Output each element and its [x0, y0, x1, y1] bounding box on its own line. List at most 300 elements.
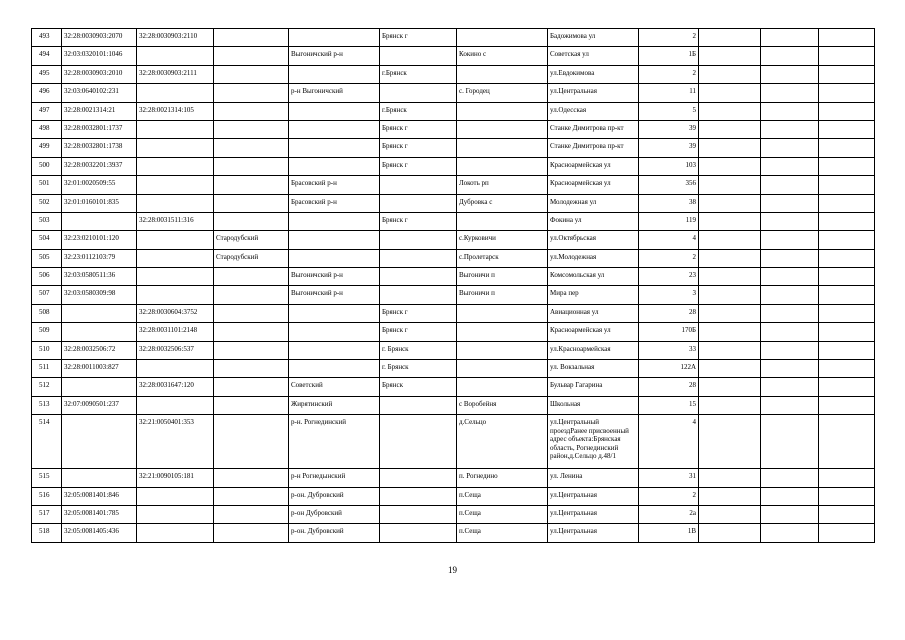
building-cadastral-number-cell — [137, 249, 214, 267]
building-cadastral-number-cell — [137, 505, 214, 523]
settlement-cell — [457, 102, 548, 120]
street-cell: Станке Димитрова пр-кт — [548, 120, 639, 138]
page-number: 19 — [448, 565, 457, 575]
city-cell: Брянск г — [380, 157, 457, 175]
table-row — [32, 29, 875, 47]
house-number-cell: 2 — [639, 65, 699, 83]
row-number-cell: 503 — [32, 212, 62, 230]
cadastral-number-cell: 32:07:0090501:237 — [62, 396, 137, 414]
table-row — [32, 65, 875, 83]
house-number-cell: 103 — [639, 157, 699, 175]
street-cell: ул.Центральный проездРанее присвоенный адрес объекта:Брянская область, Рогнединский район,д.Сельцо д.48/1 — [548, 415, 639, 469]
subdistrict-cell: Брасовский р-н — [289, 176, 380, 194]
street-cell: Красноармейская ул — [548, 323, 639, 341]
cadastral-number-cell: 32:05:0081401:785 — [62, 505, 137, 523]
street-cell: ул.Молодежная — [548, 249, 639, 267]
street-cell: Станке Димитрова пр-кт — [548, 139, 639, 157]
extra-1-cell — [699, 304, 761, 322]
house-number-cell: 33 — [639, 341, 699, 359]
building-cadastral-number-cell: 32:28:0031101:2148 — [137, 323, 214, 341]
subdistrict-cell — [289, 120, 380, 138]
table-row — [32, 304, 875, 322]
building-cadastral-number-cell — [137, 157, 214, 175]
table-row — [32, 487, 875, 505]
house-number-cell: 39 — [639, 120, 699, 138]
table-row — [32, 286, 875, 304]
cadastral-number-cell: 32:05:0081405:436 — [62, 524, 137, 542]
district-cell — [214, 378, 289, 396]
settlement-cell: п.Сеща — [457, 524, 548, 542]
building-cadastral-number-cell: 32:28:0031511:316 — [137, 212, 214, 230]
settlement-cell: с Воробейня — [457, 396, 548, 414]
settlement-cell: с.Курковичи — [457, 231, 548, 249]
district-cell — [214, 341, 289, 359]
city-cell: Брянск г — [380, 304, 457, 322]
extra-3-cell — [819, 231, 875, 249]
table-row — [32, 176, 875, 194]
extra-2-cell — [761, 505, 819, 523]
extra-1-cell — [699, 194, 761, 212]
row-number-cell: 510 — [32, 341, 62, 359]
extra-2-cell — [761, 29, 819, 47]
extra-2-cell — [761, 396, 819, 414]
building-cadastral-number-cell — [137, 268, 214, 286]
extra-2-cell — [761, 341, 819, 359]
cadastral-number-cell: 32:28:0030903:2070 — [62, 29, 137, 47]
extra-3-cell — [819, 396, 875, 414]
street-cell: ул.Центральная — [548, 505, 639, 523]
settlement-cell — [457, 65, 548, 83]
subdistrict-cell: р-н Выгоничский — [289, 84, 380, 102]
district-cell: Стародубский — [214, 249, 289, 267]
cadastral-number-cell — [62, 323, 137, 341]
property-registry-table — [31, 28, 875, 543]
extra-2-cell — [761, 469, 819, 487]
cadastral-number-cell: 32:03:0320101:1046 — [62, 47, 137, 65]
extra-2-cell — [761, 249, 819, 267]
table-row — [32, 84, 875, 102]
extra-2-cell — [761, 268, 819, 286]
house-number-cell: 38 — [639, 194, 699, 212]
house-number-cell: 2 — [639, 29, 699, 47]
row-number-cell: 499 — [32, 139, 62, 157]
district-cell — [214, 84, 289, 102]
subdistrict-cell: Советский — [289, 378, 380, 396]
extra-1-cell — [699, 212, 761, 230]
house-number-cell: 170Б — [639, 323, 699, 341]
city-cell — [380, 249, 457, 267]
building-cadastral-number-cell: 32:28:0031647:120 — [137, 378, 214, 396]
extra-1-cell — [699, 415, 761, 469]
extra-2-cell — [761, 65, 819, 83]
district-cell — [214, 268, 289, 286]
extra-1-cell — [699, 323, 761, 341]
row-number-cell: 508 — [32, 304, 62, 322]
city-cell — [380, 268, 457, 286]
city-cell: Брянск г — [380, 120, 457, 138]
extra-1-cell — [699, 84, 761, 102]
settlement-cell: Кокино с — [457, 47, 548, 65]
settlement-cell: п.Сеща — [457, 505, 548, 523]
extra-3-cell — [819, 323, 875, 341]
city-cell — [380, 47, 457, 65]
extra-2-cell — [761, 176, 819, 194]
building-cadastral-number-cell — [137, 139, 214, 157]
extra-3-cell — [819, 249, 875, 267]
extra-2-cell — [761, 360, 819, 378]
extra-1-cell — [699, 120, 761, 138]
subdistrict-cell — [289, 341, 380, 359]
street-cell: ул.Красноармейская — [548, 341, 639, 359]
subdistrict-cell — [289, 29, 380, 47]
extra-1-cell — [699, 378, 761, 396]
row-number-cell: 496 — [32, 84, 62, 102]
extra-1-cell — [699, 176, 761, 194]
building-cadastral-number-cell — [137, 176, 214, 194]
table-row — [32, 139, 875, 157]
extra-1-cell — [699, 268, 761, 286]
district-cell — [214, 47, 289, 65]
subdistrict-cell — [289, 139, 380, 157]
house-number-cell: 4 — [639, 231, 699, 249]
settlement-cell: с.Пролетарск — [457, 249, 548, 267]
district-cell: Стародубский — [214, 231, 289, 249]
extra-3-cell — [819, 139, 875, 157]
street-cell: ул.Одесская — [548, 102, 639, 120]
extra-3-cell — [819, 286, 875, 304]
subdistrict-cell: Жирятинский — [289, 396, 380, 414]
building-cadastral-number-cell — [137, 47, 214, 65]
building-cadastral-number-cell: 32:28:0030903:2111 — [137, 65, 214, 83]
district-cell — [214, 29, 289, 47]
table-row — [32, 396, 875, 414]
district-cell — [214, 360, 289, 378]
table-body — [32, 29, 875, 543]
building-cadastral-number-cell — [137, 396, 214, 414]
house-number-cell: 5 — [639, 102, 699, 120]
cadastral-number-cell: 32:03:0580511:36 — [62, 268, 137, 286]
extra-3-cell — [819, 505, 875, 523]
row-number-cell: 507 — [32, 286, 62, 304]
cadastral-number-cell — [62, 212, 137, 230]
street-cell: Комсомольская ул — [548, 268, 639, 286]
house-number-cell: 11 — [639, 84, 699, 102]
district-cell — [214, 139, 289, 157]
district-cell — [214, 157, 289, 175]
house-number-cell: 31 — [639, 469, 699, 487]
district-cell — [214, 102, 289, 120]
district-cell — [214, 396, 289, 414]
table-row — [32, 524, 875, 542]
extra-3-cell — [819, 469, 875, 487]
building-cadastral-number-cell — [137, 524, 214, 542]
city-cell — [380, 194, 457, 212]
street-cell: ул.Октябрьская — [548, 231, 639, 249]
cadastral-number-cell: 32:28:0030903:2010 — [62, 65, 137, 83]
settlement-cell: п.Сеща — [457, 487, 548, 505]
cadastral-number-cell: 32:01:0160101:835 — [62, 194, 137, 212]
table-row — [32, 505, 875, 523]
row-number-cell: 509 — [32, 323, 62, 341]
district-cell — [214, 524, 289, 542]
city-cell: г. Брянск — [380, 360, 457, 378]
extra-1-cell — [699, 231, 761, 249]
table-row — [32, 249, 875, 267]
extra-3-cell — [819, 212, 875, 230]
extra-3-cell — [819, 360, 875, 378]
extra-3-cell — [819, 341, 875, 359]
settlement-cell — [457, 304, 548, 322]
extra-1-cell — [699, 360, 761, 378]
cadastral-number-cell: 32:28:0011003:827 — [62, 360, 137, 378]
district-cell — [214, 120, 289, 138]
cadastral-number-cell: 32:28:0021314:21 — [62, 102, 137, 120]
settlement-cell: д.Сельцо — [457, 415, 548, 469]
settlement-cell — [457, 323, 548, 341]
street-cell: ул. Ленина — [548, 469, 639, 487]
row-number-cell: 498 — [32, 120, 62, 138]
extra-2-cell — [761, 212, 819, 230]
extra-1-cell — [699, 139, 761, 157]
settlement-cell: Выгоничи п — [457, 268, 548, 286]
street-cell: Школьная — [548, 396, 639, 414]
extra-3-cell — [819, 524, 875, 542]
extra-1-cell — [699, 524, 761, 542]
row-number-cell: 497 — [32, 102, 62, 120]
row-number-cell: 513 — [32, 396, 62, 414]
extra-2-cell — [761, 139, 819, 157]
table-row — [32, 378, 875, 396]
district-cell — [214, 487, 289, 505]
house-number-cell: 28 — [639, 378, 699, 396]
extra-3-cell — [819, 47, 875, 65]
extra-3-cell — [819, 29, 875, 47]
city-cell: Брянск г — [380, 323, 457, 341]
city-cell: г.Брянск — [380, 102, 457, 120]
house-number-cell: 122А — [639, 360, 699, 378]
cadastral-number-cell: 32:28:0032201:3937 — [62, 157, 137, 175]
street-cell: ул.Центральная — [548, 487, 639, 505]
table-row — [32, 194, 875, 212]
row-number-cell: 505 — [32, 249, 62, 267]
settlement-cell — [457, 341, 548, 359]
subdistrict-cell — [289, 304, 380, 322]
house-number-cell: 119 — [639, 212, 699, 230]
street-cell: Фокина ул — [548, 212, 639, 230]
settlement-cell: с. Городец — [457, 84, 548, 102]
city-cell — [380, 505, 457, 523]
row-number-cell: 502 — [32, 194, 62, 212]
house-number-cell: 1В — [639, 524, 699, 542]
cadastral-number-cell — [62, 304, 137, 322]
cadastral-number-cell — [62, 469, 137, 487]
table-row — [32, 360, 875, 378]
subdistrict-cell: Брасовский р-н — [289, 194, 380, 212]
building-cadastral-number-cell: 32:21:0090105:181 — [137, 469, 214, 487]
house-number-cell: 2а — [639, 505, 699, 523]
row-number-cell: 518 — [32, 524, 62, 542]
district-cell — [214, 194, 289, 212]
extra-2-cell — [761, 84, 819, 102]
settlement-cell — [457, 212, 548, 230]
cadastral-number-cell: 32:01:0020509:55 — [62, 176, 137, 194]
extra-1-cell — [699, 505, 761, 523]
house-number-cell: 2 — [639, 487, 699, 505]
extra-2-cell — [761, 323, 819, 341]
subdistrict-cell — [289, 249, 380, 267]
extra-3-cell — [819, 176, 875, 194]
building-cadastral-number-cell — [137, 360, 214, 378]
cadastral-number-cell — [62, 378, 137, 396]
row-number-cell: 504 — [32, 231, 62, 249]
settlement-cell — [457, 29, 548, 47]
house-number-cell: 23 — [639, 268, 699, 286]
row-number-cell: 493 — [32, 29, 62, 47]
city-cell: г. Брянск — [380, 341, 457, 359]
street-cell: Красноармейская ул — [548, 157, 639, 175]
extra-3-cell — [819, 65, 875, 83]
subdistrict-cell — [289, 231, 380, 249]
district-cell — [214, 505, 289, 523]
extra-2-cell — [761, 378, 819, 396]
settlement-cell: п. Рогнедино — [457, 469, 548, 487]
extra-3-cell — [819, 304, 875, 322]
street-cell: ул.Центральная — [548, 84, 639, 102]
building-cadastral-number-cell: 32:28:0021314:105 — [137, 102, 214, 120]
city-cell: Брянск — [380, 378, 457, 396]
row-number-cell: 517 — [32, 505, 62, 523]
subdistrict-cell: р-он. Дубровский — [289, 524, 380, 542]
subdistrict-cell: р-он. Дубровский — [289, 487, 380, 505]
building-cadastral-number-cell — [137, 194, 214, 212]
subdistrict-cell: Выгоничский р-н — [289, 286, 380, 304]
district-cell — [214, 469, 289, 487]
extra-1-cell — [699, 469, 761, 487]
settlement-cell: Локоть рп — [457, 176, 548, 194]
subdistrict-cell — [289, 360, 380, 378]
building-cadastral-number-cell — [137, 487, 214, 505]
settlement-cell — [457, 139, 548, 157]
street-cell: Бадожимова ул — [548, 29, 639, 47]
extra-2-cell — [761, 286, 819, 304]
extra-2-cell — [761, 120, 819, 138]
city-cell — [380, 286, 457, 304]
extra-3-cell — [819, 120, 875, 138]
cadastral-number-cell — [62, 415, 137, 469]
row-number-cell: 511 — [32, 360, 62, 378]
settlement-cell: Дубровка с — [457, 194, 548, 212]
extra-1-cell — [699, 341, 761, 359]
extra-1-cell — [699, 29, 761, 47]
extra-3-cell — [819, 378, 875, 396]
district-cell — [214, 415, 289, 469]
subdistrict-cell: р-н. Рогнединский — [289, 415, 380, 469]
table-row — [32, 415, 875, 469]
cadastral-number-cell: 32:28:0032506:72 — [62, 341, 137, 359]
extra-3-cell — [819, 157, 875, 175]
street-cell: Мира пер — [548, 286, 639, 304]
house-number-cell: 1Б — [639, 47, 699, 65]
table-row — [32, 469, 875, 487]
table-row — [32, 47, 875, 65]
city-cell: г.Брянск — [380, 65, 457, 83]
settlement-cell: Выгоничи п — [457, 286, 548, 304]
district-cell — [214, 176, 289, 194]
district-cell — [214, 304, 289, 322]
settlement-cell — [457, 157, 548, 175]
street-cell: Советская ул — [548, 47, 639, 65]
table-row — [32, 157, 875, 175]
subdistrict-cell: Выгоничский р-н — [289, 47, 380, 65]
row-number-cell: 515 — [32, 469, 62, 487]
subdistrict-cell: р-н Рогнедынский — [289, 469, 380, 487]
row-number-cell: 506 — [32, 268, 62, 286]
table-row — [32, 231, 875, 249]
cadastral-number-cell: 32:03:0580309:98 — [62, 286, 137, 304]
city-cell — [380, 469, 457, 487]
district-cell — [214, 212, 289, 230]
extra-3-cell — [819, 487, 875, 505]
table-row — [32, 268, 875, 286]
city-cell: Брянск г — [380, 212, 457, 230]
building-cadastral-number-cell: 32:21:0050401:353 — [137, 415, 214, 469]
table-row — [32, 120, 875, 138]
extra-2-cell — [761, 304, 819, 322]
building-cadastral-number-cell — [137, 231, 214, 249]
building-cadastral-number-cell: 32:28:0032506:537 — [137, 341, 214, 359]
extra-3-cell — [819, 84, 875, 102]
street-cell: Авиационная ул — [548, 304, 639, 322]
house-number-cell: 356 — [639, 176, 699, 194]
row-number-cell: 514 — [32, 415, 62, 469]
extra-2-cell — [761, 47, 819, 65]
extra-1-cell — [699, 157, 761, 175]
building-cadastral-number-cell — [137, 84, 214, 102]
street-cell: Бульвар Гагарина — [548, 378, 639, 396]
street-cell: Молодежная ул — [548, 194, 639, 212]
city-cell: Брянск г — [380, 139, 457, 157]
subdistrict-cell: Выгоничский р-н — [289, 268, 380, 286]
building-cadastral-number-cell — [137, 286, 214, 304]
table-row — [32, 102, 875, 120]
cadastral-number-cell: 32:03:0640102:231 — [62, 84, 137, 102]
extra-2-cell — [761, 157, 819, 175]
table-row — [32, 323, 875, 341]
subdistrict-cell: р-он Дубровский — [289, 505, 380, 523]
extra-3-cell — [819, 102, 875, 120]
street-cell: ул. Вокзальная — [548, 360, 639, 378]
cadastral-number-cell: 32:28:0032801:1738 — [62, 139, 137, 157]
district-cell — [214, 65, 289, 83]
extra-1-cell — [699, 487, 761, 505]
city-cell — [380, 84, 457, 102]
house-number-cell: 3 — [639, 286, 699, 304]
city-cell — [380, 415, 457, 469]
extra-3-cell — [819, 194, 875, 212]
street-cell: ул.Центральная — [548, 524, 639, 542]
row-number-cell: 512 — [32, 378, 62, 396]
settlement-cell — [457, 378, 548, 396]
table-row — [32, 212, 875, 230]
extra-3-cell — [819, 268, 875, 286]
extra-1-cell — [699, 102, 761, 120]
subdistrict-cell — [289, 65, 380, 83]
building-cadastral-number-cell: 32:28:0030604:3752 — [137, 304, 214, 322]
city-cell — [380, 524, 457, 542]
settlement-cell — [457, 120, 548, 138]
district-cell — [214, 286, 289, 304]
house-number-cell: 4 — [639, 415, 699, 469]
